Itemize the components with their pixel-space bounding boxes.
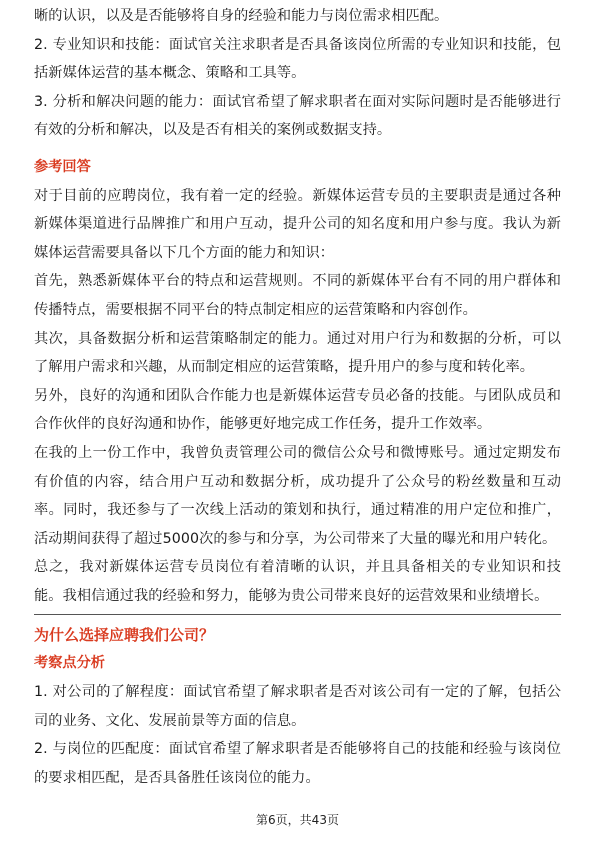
document-page [34,0,561,792]
answer-paragraph: 对于目前的应聘岗位，我有着一定的经验。新媒体运营专员的主要职责是通过各种新媒体渠道进行品牌推广和用户互动，提升公司的知名度和用户参与度。我认为新媒体运营需要具备以下几个方面的能力和知识： [34,187,561,261]
analysis-point: 2. 与岗位的匹配度：面试官希望了解求职者是否能够将自己的技能和经验与该岗位的要求相匹配，是否具备胜任该岗位的能力。 [34,741,561,786]
analysis-heading: 考察点分析 [34,655,105,672]
section-previous-question [34,0,561,610]
answer-paragraph: 首先，熟悉新媒体平台的特点和运营规则。不同的新媒体平台有不同的用户群体和传播特点，需要根据不同平台的特点制定相应的运营策略和内容创作。 [34,273,561,318]
page-number: 第6页，共43页 [256,813,339,827]
answer-paragraph: 另外，良好的沟通和团队合作能力也是新媒体运营专员必备的技能。与团队成员和合作伙伴的良好沟通和协作，能够更好地完成工作任务，提升工作效率。 [34,387,561,433]
answer-paragraph: 其次，具备数据分析和运营策略制定的能力。通过对用户行为和数据的分析，可以了解用户需求和兴趣，从而制定相应的运营策略，提升用户的参与度和转化率。 [34,330,561,376]
analysis-point-continued: 晰的认识，以及是否能够将自身的经验和能力与岗位需求相匹配。 [34,8,449,24]
section-question [34,621,561,792]
analysis-point: 1. 对公司的了解程度：面试官希望了解求职者是否对该公司有一定的了解，包括公司的业务、文化、发展前景等方面的信息。 [34,684,561,729]
answer-paragraph: 总之，我对新媒体运营专员岗位有着清晰的认识，并且具备相关的专业知识和技能。我相信通过我的经验和努力，能够为贵公司带来良好的运营效果和业绩增长。 [34,559,561,604]
question-title: 为什么选择应聘我们公司？ [34,626,215,645]
section-divider [34,614,561,615]
answer-paragraph: 在我的上一份工作中，我曾负责管理公司的微信公众号和微博账号。通过定期发布有价值的内容，结合用户互动和数据分析，成功提升了公众号的粉丝数量和互动率。同时，我还参与了一次线上活动的策划和执行，通过精准的用户定位和推广，活动期间获得了超过5000次的参与和分享，为公司带来了大量的曝光和用户转化。 [34,444,561,547]
answer-heading: 参考回答 [34,158,91,175]
analysis-point: 3. 分析和解决问题的能力：面试官希望了解求职者在面对实际问题时是否能够进行有效的分析和解决，以及是否有相关的案例或数据支持。 [34,93,561,139]
analysis-point: 2. 专业知识和技能：面试官关注求职者是否具备该岗位所需的专业知识和技能，包括新媒体运营的基本概念、策略和工具等。 [34,36,561,82]
